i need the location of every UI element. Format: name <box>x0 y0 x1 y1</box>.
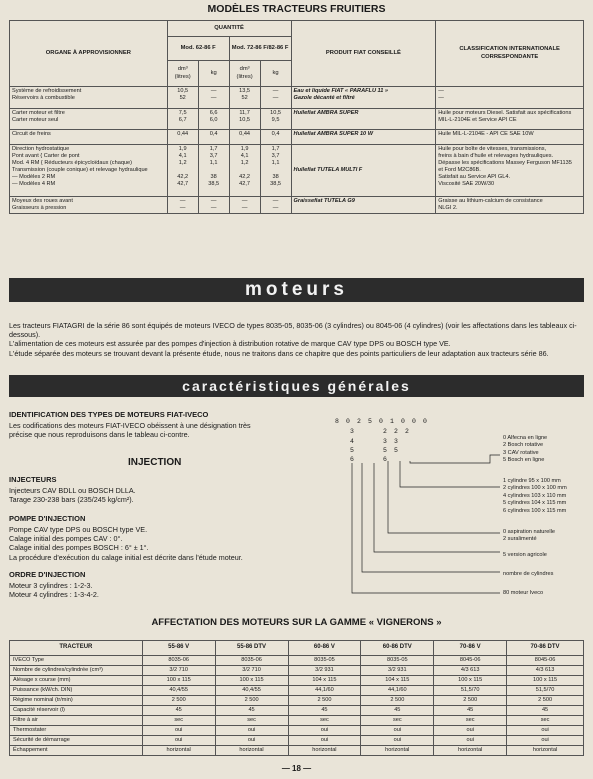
fluids-row <box>10 109 584 130</box>
ordre-text: Moteur 3 cylindres : 1-2-3. Moteur 4 cylindres : 1-3-4-2. <box>9 581 99 600</box>
code-connector-lines <box>330 425 510 600</box>
qty-mod1-litres: 10,5 52 <box>167 87 198 109</box>
row-value: 45 <box>361 706 434 716</box>
qty-mod2-litres: 1,9 4,1 1,2 42,2 42,7 <box>229 145 260 197</box>
code-row-1: 8 0 2 5 0 1 0 0 0 <box>335 418 429 425</box>
fluids-table <box>9 20 584 214</box>
qty-mod1-kg: 1,7 3,7 1,1 38 38,5 <box>198 145 229 197</box>
row-value: 2 500 <box>361 696 434 706</box>
row-label: Échappement <box>10 746 143 756</box>
row-value: sec <box>288 716 361 726</box>
col-model-1: 55-86 V <box>142 641 215 656</box>
qty-mod2-litres: 0,44 <box>229 130 260 145</box>
unit-litres-2: dm³ (litres) <box>229 61 260 87</box>
row-value: 104 x 115 <box>361 676 434 686</box>
row-label: Capacité réservoir (l) <box>10 706 143 716</box>
row-value: horizontal <box>142 746 215 756</box>
qty-mod1-litres: — — <box>167 197 198 214</box>
row-value: oui <box>288 736 361 746</box>
unit-kg-2: kg <box>260 61 291 87</box>
col-produit: PRODUIT FIAT CONSEILLÉ <box>291 21 436 87</box>
row-value: oui <box>142 726 215 736</box>
injection-title: INJECTION <box>128 457 182 468</box>
identification-text: Les codifications des moteurs FIAT-IVECO obéissent à une désignation très précise que nous reproduisons dans le tableau ci-contre. <box>9 421 251 440</box>
classif-cell: Graisse au lithium-calcium de consistance NLGI 2. <box>436 197 584 214</box>
qty-mod2-kg: 0,4 <box>260 130 291 145</box>
row-value: 8045-06 <box>507 656 584 666</box>
row-value: 2 500 <box>288 696 361 706</box>
caracteristiques-band <box>9 375 584 397</box>
legend-cylinders: nombre de cylindres <box>503 571 554 577</box>
produit-cell: Huilefiat AMBRA SUPER 10 W <box>291 130 436 145</box>
produit-cell: Huilefiat AMBRA SUPER <box>291 109 436 130</box>
table-row <box>10 666 584 676</box>
row-label: Alésage x course (mm) <box>10 676 143 686</box>
row-value: 4/3 613 <box>434 666 507 676</box>
row-value: oui <box>434 736 507 746</box>
qty-mod2-kg: 10,5 9,5 <box>260 109 291 130</box>
code-row-3: 4 3 3 <box>350 438 400 445</box>
col-model-6: 70-86 DTV <box>507 641 584 656</box>
fluids-row <box>10 87 584 109</box>
row-value: 104 x 115 <box>288 676 361 686</box>
qty-mod2-litres: 11,7 10,5 <box>229 109 260 130</box>
qty-mod2-litres: 13,5 52 <box>229 87 260 109</box>
pompe-title: POMPE D'INJECTION <box>9 514 86 523</box>
unit-litres-1: dm³ (litres) <box>167 61 198 87</box>
col-model-4: 60-86 DTV <box>361 641 434 656</box>
legend-injection-pump: 0 Alfecna en ligne 2 Bosch rotative 3 CAV rotative 5 Bosch en ligne <box>503 435 548 464</box>
row-value: 45 <box>434 706 507 716</box>
unit-kg-1: kg <box>198 61 229 87</box>
moteurs-intro: Les tracteurs FIATAGRI de la série 86 sont équipés de moteurs IVECO de types 8035-05, 8035-06 (3 cylindres) ou 8045-06 (4 cylindres) (voir les affectations dans les tableaux ci-dessous). L'alimentation de ces moteurs est assurée par des pompes d'injection à distribution rotative de marque CAV type DPS ou BOSCH type VE. L'étude séparée des moteurs se trouvant devant la présente étude, nous ne traitons dans ce chapitre que des points particuliers de leur adaptation aux tracteurs série 86. <box>9 321 577 358</box>
qty-mod1-kg: — — <box>198 197 229 214</box>
row-value: sec <box>507 716 584 726</box>
row-value: oui <box>215 736 288 746</box>
identification-title: IDENTIFICATION DES TYPES DE MOTEURS FIAT-IVECO <box>9 410 209 419</box>
legend-iveco: 80 moteur Iveco <box>503 590 544 596</box>
qty-mod2-kg: — — <box>260 87 291 109</box>
row-value: oui <box>434 726 507 736</box>
vignerons-table <box>9 640 584 756</box>
qty-mod2-kg: 1,7 3,7 1,1 38 38,5 <box>260 145 291 197</box>
col-model-3: 60-86 V <box>288 641 361 656</box>
row-value: sec <box>215 716 288 726</box>
row-value: oui <box>361 736 434 746</box>
table-row <box>10 696 584 706</box>
organe-cell: Moyeux des roues avant Graisseurs à pression <box>10 197 168 214</box>
table-row <box>10 656 584 666</box>
row-value: 8035-05 <box>361 656 434 666</box>
row-label: IVECO Type <box>10 656 143 666</box>
row-value: 51,5/70 <box>507 686 584 696</box>
fluids-row <box>10 130 584 145</box>
organe-cell: Circuit de freins <box>10 130 168 145</box>
row-value: oui <box>215 726 288 736</box>
col-classif: CLASSIFICATION INTERNATIONALE CORRESPONDANTE <box>436 21 584 87</box>
row-value: 100 x 115 <box>507 676 584 686</box>
code-row-5: 6 6 <box>350 456 389 463</box>
row-value: 2 500 <box>434 696 507 706</box>
row-value: 100 x 115 <box>434 676 507 686</box>
organe-cell: Direction hydrostatique Pont avant { Carter de pont Mod. 4 RM { Réducteurs épicycloïdaux (chaque) Transmission (couple conique) et relevage hydraulique — Modèles 2 RM — Modèles 4 RM <box>10 145 168 197</box>
code-row-2: 3 2 2 2 <box>350 428 411 435</box>
row-value: 45 <box>507 706 584 716</box>
table-row <box>10 716 584 726</box>
row-value: 2 500 <box>142 696 215 706</box>
classif-cell: Huile MIL-L-2104E - API CE SAE 10W <box>436 130 584 145</box>
legend-bore-stroke: 1 cylindre 95 x 100 mm 2 cylindres 100 x 100 mm 4 cylindres 103 x 110 mm 5 cylindres 104 x 115 mm 6 cylindres 100 x 115 mm <box>503 478 567 514</box>
row-value: 2 500 <box>507 696 584 706</box>
col-quantite: QUANTITÉ <box>167 21 291 37</box>
row-value: 45 <box>215 706 288 716</box>
organe-cell: Système de refroidissement Réservoirs à combustible <box>10 87 168 109</box>
row-value: sec <box>142 716 215 726</box>
row-value: sec <box>434 716 507 726</box>
fluids-row <box>10 145 584 197</box>
qty-mod2-litres: — — <box>229 197 260 214</box>
row-label: Puissance (kW/ch. DIN) <box>10 686 143 696</box>
vignerons-title: AFFECTATION DES MOTEURS SUR LA GAMME « VIGNERONS » <box>151 617 442 628</box>
row-value: horizontal <box>361 746 434 756</box>
produit-cell: Huilefiat TUTELA MULTI F <box>291 145 436 197</box>
row-value: 45 <box>288 706 361 716</box>
row-value: sec <box>361 716 434 726</box>
table-row <box>10 736 584 746</box>
col-model-5: 70-86 V <box>434 641 507 656</box>
legend-version: 5 version agricole <box>503 552 547 558</box>
row-label: Filtre à air <box>10 716 143 726</box>
row-label: Sécurité de démarrage <box>10 736 143 746</box>
table-row <box>10 726 584 736</box>
qty-mod1-litres: 7,5 6,7 <box>167 109 198 130</box>
col-mod1: Mod. 62-86 F <box>167 37 229 61</box>
row-value: 44,1/60 <box>361 686 434 696</box>
row-label: Régime nominal (tr/min) <box>10 696 143 706</box>
injecteurs-title: INJECTEURS <box>9 475 57 484</box>
row-value: horizontal <box>507 746 584 756</box>
col-tracteur: TRACTEUR <box>10 641 143 656</box>
row-value: 3/2 710 <box>215 666 288 676</box>
pompe-text: Pompe CAV type DPS ou BOSCH type VE. Calage initial des pompes CAV : 0°. Calage initial des pompes BOSCH : 6° ± 1°. La procédure d'exécution du calage initial est décrite dans l'étude moteur. <box>9 525 243 562</box>
row-value: 8035-06 <box>215 656 288 666</box>
col-mod2: Mod. 72-86 F/82-86 F <box>229 37 291 61</box>
moteurs-band <box>9 278 584 302</box>
row-value: 44,1/60 <box>288 686 361 696</box>
injecteurs-text: Injecteurs CAV BDLL ou BOSCH DLLA. Tarage 230-238 bars (235/245 kg/cm²). <box>9 486 136 505</box>
row-value: 40,4/55 <box>215 686 288 696</box>
row-value: 8045-06 <box>434 656 507 666</box>
row-value: 45 <box>142 706 215 716</box>
organe-cell: Carter moteur et filtre Carter moteur seul <box>10 109 168 130</box>
row-value: 8035-05 <box>288 656 361 666</box>
qty-mod1-kg: 6,6 6,0 <box>198 109 229 130</box>
row-value: 2 500 <box>215 696 288 706</box>
row-value: 3/2 931 <box>288 666 361 676</box>
code-row-4: 5 5 5 <box>350 447 400 454</box>
row-value: 51,5/70 <box>434 686 507 696</box>
caracteristiques-heading: caractéristiques générales <box>182 378 411 394</box>
classif-cell: Huile pour boîte de vitesses, transmissions, freins à bain d'huile et relevages hydrauliques. Dépasse les spécifications Massey Ferguson MF1135 et Ford M2C86B. Satisfait au Service API GL4. Viscosité SAE 20W/30 <box>436 145 584 197</box>
row-value: oui <box>507 736 584 746</box>
row-value: 4/3 613 <box>507 666 584 676</box>
qty-mod2-kg: — — <box>260 197 291 214</box>
row-value: 100 x 115 <box>142 676 215 686</box>
row-value: horizontal <box>215 746 288 756</box>
row-value: oui <box>288 726 361 736</box>
row-value: horizontal <box>288 746 361 756</box>
row-value: 100 x 115 <box>215 676 288 686</box>
qty-mod1-litres: 1,9 4,1 1,2 42,2 42,7 <box>167 145 198 197</box>
row-value: oui <box>507 726 584 736</box>
produit-cell: Eau et liquide FIAT « PARAFLU 11 » Gazole décanté et filtré <box>291 87 436 109</box>
row-value: oui <box>142 736 215 746</box>
table-row <box>10 686 584 696</box>
row-value: horizontal <box>434 746 507 756</box>
table-row <box>10 746 584 756</box>
qty-mod1-litres: 0,44 <box>167 130 198 145</box>
fluids-title: MODÈLES TRACTEURS FRUITIERS <box>207 3 386 15</box>
classif-cell: Huile pour moteurs Diesel. Satisfait aux spécifications MIL-L-2104E et Service API CE <box>436 109 584 130</box>
row-label: Nombre de cylindres/cylindrée (cm³) <box>10 666 143 676</box>
row-value: 8035-06 <box>142 656 215 666</box>
qty-mod1-kg: — — <box>198 87 229 109</box>
moteurs-heading: moteurs <box>245 279 348 300</box>
row-value: oui <box>361 726 434 736</box>
col-model-2: 55-86 DTV <box>215 641 288 656</box>
row-value: 3/2 931 <box>361 666 434 676</box>
qty-mod1-kg: 0,4 <box>198 130 229 145</box>
table-row <box>10 706 584 716</box>
row-value: 3/2 710 <box>142 666 215 676</box>
ordre-title: ORDRE D'INJECTION <box>9 570 86 579</box>
page-number: — 18 — <box>281 764 312 773</box>
legend-aspiration: 0 aspiration naturelle 2 suralimenté <box>503 529 555 543</box>
row-value: 40,4/55 <box>142 686 215 696</box>
produit-cell: Graissefiat TUTELA G9 <box>291 197 436 214</box>
table-row <box>10 676 584 686</box>
col-organe: ORGANE À APPROVISIONNER <box>10 21 168 87</box>
row-label: Thermostater <box>10 726 143 736</box>
classif-cell: — — <box>436 87 584 109</box>
fluids-row <box>10 197 584 214</box>
